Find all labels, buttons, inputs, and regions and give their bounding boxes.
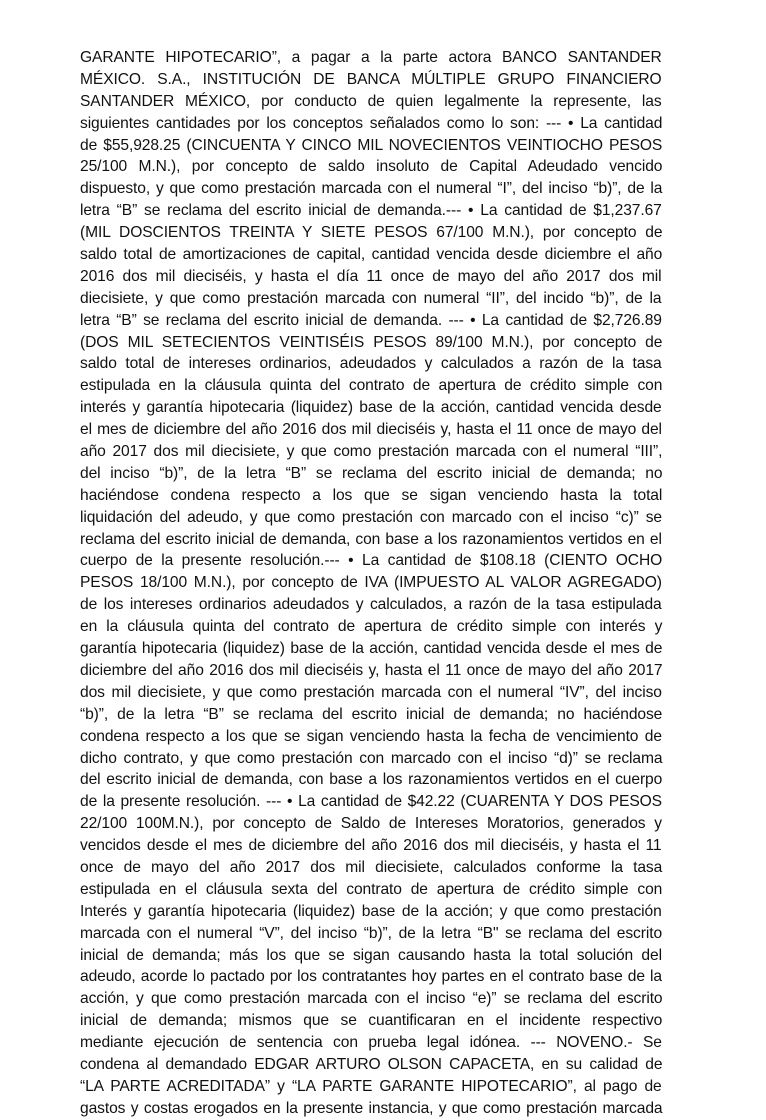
text-line: MÉXICO. S.A., INSTITUCIÓN DE BANCA MÚLTIPLE GRUPO FINANCIERO <box>80 70 662 88</box>
text-line: el mes de diciembre del año 2016 dos mil dieciséis y, hasta el 11 once de mayo del <box>80 421 662 439</box>
text-line: 25/100 M.N.), por concepto de saldo insoluto de Capital Adeudado vencido <box>80 158 663 176</box>
text-line: estipulada en la cláusula quinta del contrato de apertura de crédito simple con <box>80 377 663 395</box>
text-line: inicial de demanda; mismos que se cuantificaran en el incidente respectivo <box>80 1012 663 1030</box>
text-line: adeudo, acorde lo pactado por los contratantes hoy partes en el contrato base de la <box>80 968 662 986</box>
text-line: (DOS MIL SETECIENTOS VEINTISÉIS PESOS 89/100 M.N.), por concepto de <box>80 333 663 351</box>
text-line: estipulada en el cláusula sexta del contrato de apertura de crédito simple con <box>80 880 663 898</box>
text-line: PESOS 18/100 M.N.), por concepto de IVA (IMPUESTO AL VALOR AGREGADO) <box>80 574 662 592</box>
text-line: dicho contrato, y que como prestación con marcado con el inciso “d)” se reclama <box>80 749 663 767</box>
text-line: de $55,928.25 (CINCUENTA Y CINCO MIL NOVECIENTOS VEINTIOCHO PESOS <box>80 136 663 154</box>
text-line: 22/100 100M.N.), por concepto de Saldo de Intereses Moratorios, generados y <box>80 815 663 833</box>
text-line: “b)”, de la letra “B” se reclama del escrito inicial de demanda; no haciéndose <box>80 705 663 723</box>
text-line: saldo total de amortizaciones de capital, cantidad vencida desde diciembre el año <box>80 246 663 264</box>
text-line: liquidación del adeudo, y que como prestación con marcado con el inciso “c)” se <box>80 508 662 526</box>
text-line: inicial de demanda; más los que se sigan causando hasta la total solución del <box>80 946 662 964</box>
document-page <box>80 47 662 1120</box>
text-line: marcada con el numeral “V”, del inciso “b)”, de la letra “B" se reclama del escrito <box>80 924 663 942</box>
text-line: reclama del escrito inicial de demanda, con base a los razonamientos vertidos en el <box>80 530 662 548</box>
text-line: saldo total de intereses ordinarios, adeudados y calculados a razón de la tasa <box>80 355 662 373</box>
document-body-text <box>80 47 662 1120</box>
text-line: siguientes cantidades por los conceptos señalados como lo son: --- • La cantidad <box>80 114 663 132</box>
text-line: del escrito inicial de demanda, con base a los razonamientos vertidos en el cuerpo <box>80 771 663 789</box>
text-line: mediante ejecución de sentencia con prueba legal idónea. --- NOVENO.- Se <box>80 1034 662 1052</box>
text-line: once de mayo del año 2017 dos mil diecisiete, calculados conforme la tasa <box>80 858 663 876</box>
text-line: de la presente resolución. --- • La cantidad de $42.22 (CUARENTA Y DOS PESOS <box>80 793 662 811</box>
text-line: letra “B” se reclama del escrito inicial de demanda. --- • La cantidad de $2,726.89 <box>80 311 662 329</box>
text-line: gastos y costas erogados en la presente instancia, y que como prestación marcada <box>80 1099 663 1117</box>
text-line: diciembre del año 2016 dos mil dieciséis y, hasta el 11 once de mayo del año 2017 <box>80 661 663 679</box>
text-line: vencidos desde el mes de diciembre del año 2016 dos mil dieciséis, y hasta el 11 <box>80 837 662 855</box>
text-line: diecisiete, y que como prestación marcada con numeral “II”, del incido “b)”, de la <box>80 289 662 307</box>
text-line: año 2017 dos mil diecisiete, y que como prestación marcada con el numeral “III”, <box>80 443 663 461</box>
text-line: dispuesto, y que como prestación marcada con el numeral “I”, del inciso “b)”, de la <box>80 180 663 198</box>
text-line: condena al demandado EDGAR ARTURO OLSON CAPACETA, en su calidad de <box>80 1055 663 1073</box>
text-line: 2016 dos mil dieciséis, y hasta el día 11 once de mayo del año 2017 dos mil <box>80 267 662 285</box>
text-line: “LA PARTE ACREDITADA” y “LA PARTE GARANTE HIPOTECARIO”, al pago de <box>80 1077 662 1095</box>
text-line: cuerpo de la presente resolución.--- • La cantidad de $108.18 (CIENTO OCHO <box>80 552 663 570</box>
text-line: garantía hipotecaria (liquidez) base de la acción, cantidad vencida desde el mes de <box>80 640 663 658</box>
text-line: GARANTE HIPOTECARIO”, a pagar a la parte actora BANCO SANTANDER <box>80 49 662 66</box>
text-line: letra “B” se reclama del escrito inicial de demanda.--- • La cantidad de $1,237.67 <box>80 202 662 220</box>
text-line: de los intereses ordinarios adeudados y calculados, a razón de la tasa estipulada <box>80 596 662 614</box>
text-line: SANTANDER MÉXICO, por conducto de quien legalmente la represente, las <box>80 92 662 110</box>
text-line: acción, y que como prestación marcada con el inciso “e)” se reclama del escrito <box>80 990 663 1008</box>
text-line: interés y garantía hipotecaria (liquidez) base de la acción, cantidad vencida desde <box>80 399 662 417</box>
text-line: Interés y garantía hipotecaria (liquidez) base de la acción; y que como prestación <box>80 902 662 920</box>
text-line: (MIL DOSCIENTOS TREINTA Y SIETE PESOS 67/100 M.N.), por concepto de <box>80 224 663 242</box>
text-line: condena respecto a los que se sigan venciendo hasta la fecha de vencimiento de <box>80 727 662 745</box>
text-line: del inciso “b)”, de la letra “B” se reclama del escrito inicial de demanda; no <box>80 464 663 482</box>
text-line: en la cláusula quinta del contrato de apertura de crédito simple con interés y <box>80 618 663 636</box>
text-line: haciéndose condena respecto a los que se sigan venciendo hasta la total <box>80 486 663 504</box>
text-line: dos mil diecisiete, y que como prestación marcada con el numeral “IV”, del inciso <box>80 683 662 701</box>
